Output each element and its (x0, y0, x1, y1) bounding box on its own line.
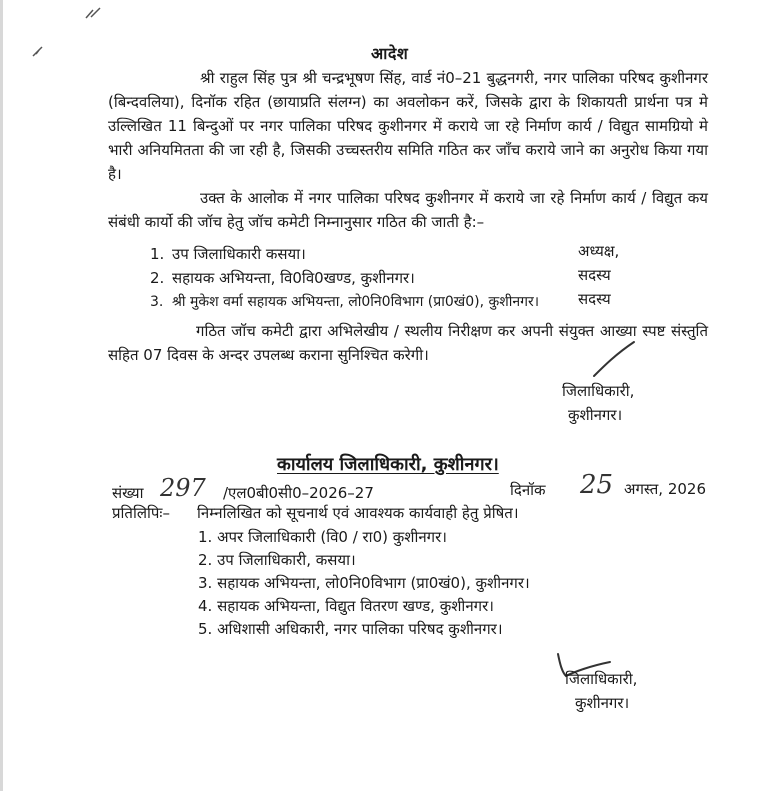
order-paragraph-1: श्री राहुल सिंह पुत्र श्री चन्द्रभूषण सिंह, वार्ड नं0–21 बुद्धनगरी, नगर पालिका परिषद कुशीनगर (बिन्दवलिया), दिनॉक रहित (छायाप्रति संलग्न) का अवलोकन करें, जिसके द्वारा के शिकायती प्रार्थना पत्र मे उल्लिखित 11 बिन्दुओं पर नगर पालिका परिषद कुशीनगर में कराये जा रहे निर्माण कार्य / विद्युत सामग्रियो मे भारी अनियमितता की जा रही है, जिसकी उच्चस्तरीय समिति गठित कर जाँच कराये जाने का अनुरोध किया गया है। (108, 69, 708, 183)
committee-item-2-name: सहायक अभियन्ता, वि0वि0खण्ड, कुशीनगर। (172, 269, 415, 287)
recipient-2: 2. उप जिलाधिकारी, कसया। (198, 551, 356, 569)
committee-item-1-role: अध्यक्ष, (578, 242, 620, 260)
copy-intro: निम्नलिखित को सूचनार्थ एवं आवश्यक कार्यवाही हेतु प्रेषित। (197, 504, 519, 522)
recipient-1: 1. अपर जिलाधिकारी (वि0 / रा0) कुशीनगर। (198, 528, 447, 546)
pen-mark-top (84, 6, 104, 20)
recipient-5: 5. अधिशासी अधिकारी, नगर पालिका परिषद कुशीनगर। (198, 620, 503, 638)
office-signature-place: कुशीनगर। (575, 694, 630, 712)
date-rest: अगस्त, 2026 (624, 480, 707, 498)
committee-item-2-role: सदस्य (578, 266, 611, 284)
order-signature-title: जिलाधिकारी, (562, 382, 635, 400)
order-title: आदेश (371, 44, 409, 63)
office-heading: कार्यालय जिलाधिकारी, कुशीनगर। (277, 454, 499, 475)
number-label: संख्या (112, 484, 144, 502)
date-day-handwritten: 25 (580, 470, 614, 500)
pen-mark-left (32, 44, 46, 58)
copy-label: प्रतिलिपिः– (112, 504, 170, 522)
signature-stroke-1 (590, 340, 640, 380)
office-signature-title: जिलाधिकारी, (565, 670, 638, 688)
committee-item-1-name: उप जिलाधिकारी कसया। (172, 245, 306, 263)
committee-item-3-role: सदस्य (578, 290, 611, 308)
order-signature-place: कुशीनगर। (568, 406, 623, 424)
number-reference: /एल0बी0सी0–2026–27 (223, 484, 374, 502)
committee-item-1-num: 1. (150, 245, 165, 263)
order-paragraph-2: उक्त के आलोक में नगर पालिका परिषद कुशीनगर में कराये जा रहे निर्माण कार्य / विद्युत कय संबंधी कार्यो की जॉच हेतु जॉच कमेटी निम्नानुसार गठित की जाती है:– (108, 189, 708, 231)
recipient-4: 4. सहायक अभियन्ता, विद्युत वितरण खण्ड, कुशीनगर। (198, 597, 494, 615)
date-label: दिनॉक (510, 481, 546, 499)
order-paragraph-3: गठित जॉच कमेटी द्वारा अभिलेखीय / स्थलीय निरीक्षण कर अपनी संयुक्त आख्या स्पष्ट संस्तुति सहित 07 दिवस के अन्दर उपलब्ध कराना सुनिश्चित करेगी। (108, 322, 708, 364)
number-handwritten: 297 (160, 474, 206, 502)
recipient-3: 3. सहायक अभियन्ता, लो0नि0विभाग (प्रा0खं0), कुशीनगर। (198, 574, 530, 592)
committee-item-3-num: 3. (150, 294, 164, 310)
committee-item-3-name: श्री मुकेश वर्मा सहायक अभियन्ता, लो0नि0विभाग (प्रा0खं0), कुशीनगर। (172, 294, 540, 310)
committee-item-2-num: 2. (150, 269, 165, 287)
